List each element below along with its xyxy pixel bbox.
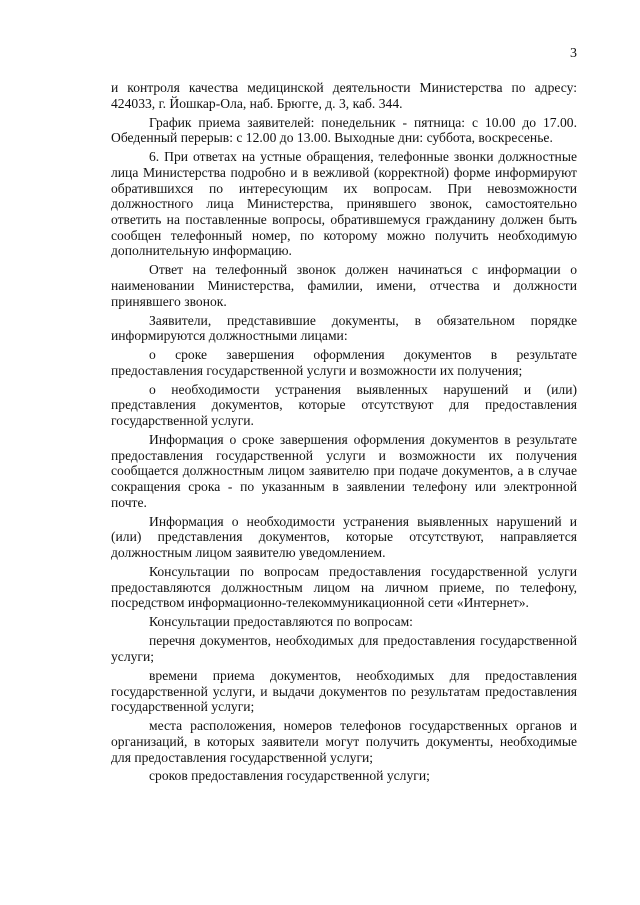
paragraph-completion-info: Информация о сроке завершения оформления документов в результате предоставления государственной услуги и возможности их получения сообщается должностным лицом заявителю при подаче документов, а в случае сокращения срока - по указанным в заявлении телефону или электронной почте. bbox=[111, 432, 577, 510]
list-item-document-list: перечня документов, необходимых для предоставления государственной услуги; bbox=[111, 633, 577, 664]
paragraph-consultation-topics: Консультации предоставляются по вопросам: bbox=[149, 614, 413, 630]
page-number: 3 bbox=[570, 46, 577, 61]
paragraph-reception-schedule: График приема заявителей: понедельник - пятница: с 10.00 до 17.00. Обеденный перерыв: с 12.00 до 13.00. Выходные дни: суббота, воскресенье. bbox=[111, 114, 577, 146]
paragraph-applicants-informed: Заявители, представившие документы, в обязательном порядке информируются должностными лицами: bbox=[111, 312, 577, 344]
list-item-completion-term: о сроке завершения оформления документов в результате предоставления государственной услуги и возможности их получения; bbox=[111, 347, 577, 378]
paragraph-address-continuation: и контроля качества медицинской деятельности Министерства по адресу: 424033, г. Йошкар-Ола, наб. Брюгге, д. 3, каб. 344. bbox=[111, 80, 577, 111]
list-item-reception-time: времени приема документов, необходимых для предоставления государственной услуги, и выдачи документов по результатам предоставления государственной услуги; bbox=[111, 667, 577, 715]
paragraph-consultations-channels: Консультации по вопросам предоставления государственной услуги предоставляются должностным лицом на личном приеме, по телефону, посредством информационно-телекоммуникационной сети «Интернет». bbox=[111, 564, 577, 611]
list-item-service-terms: сроков предоставления государственной услуги; bbox=[149, 768, 430, 784]
paragraph-oral-inquiries: 6. При ответах на устные обращения, телефонные звонки должностные лица Министерства подробно и в вежливой (корректной) форме информируют обратившихся по интересующим их вопросам. При невозможности должностного лица Министерства, принявшего звонок, самостоятельно ответить на поставленные вопросы, обратившемуся гражданину должен быть сообщен телефонный номер, по которому можно получить необходимую дополнительную информацию. bbox=[111, 149, 577, 259]
paragraph-phone-answer: Ответ на телефонный звонок должен начинаться с информации о наименовании Министерства, фамилии, имени, отчества и должности принявшего звонок. bbox=[111, 262, 577, 309]
document-body bbox=[111, 80, 577, 784]
list-item-locations: места расположения, номеров телефонов государственных органов и организаций, в которых заявители могут получить документы, необходимые для предоставления государственной услуги; bbox=[111, 718, 577, 765]
list-item-violations: о необходимости устранения выявленных нарушений и (или) представления документов, которые отсутствуют для предоставления государственной услуги. bbox=[111, 381, 577, 429]
paragraph-violations-info: Информация о необходимости устранения выявленных нарушений и (или) представления документов, которые отсутствуют, направляется должностным лицом заявителю уведомлением. bbox=[111, 513, 577, 561]
